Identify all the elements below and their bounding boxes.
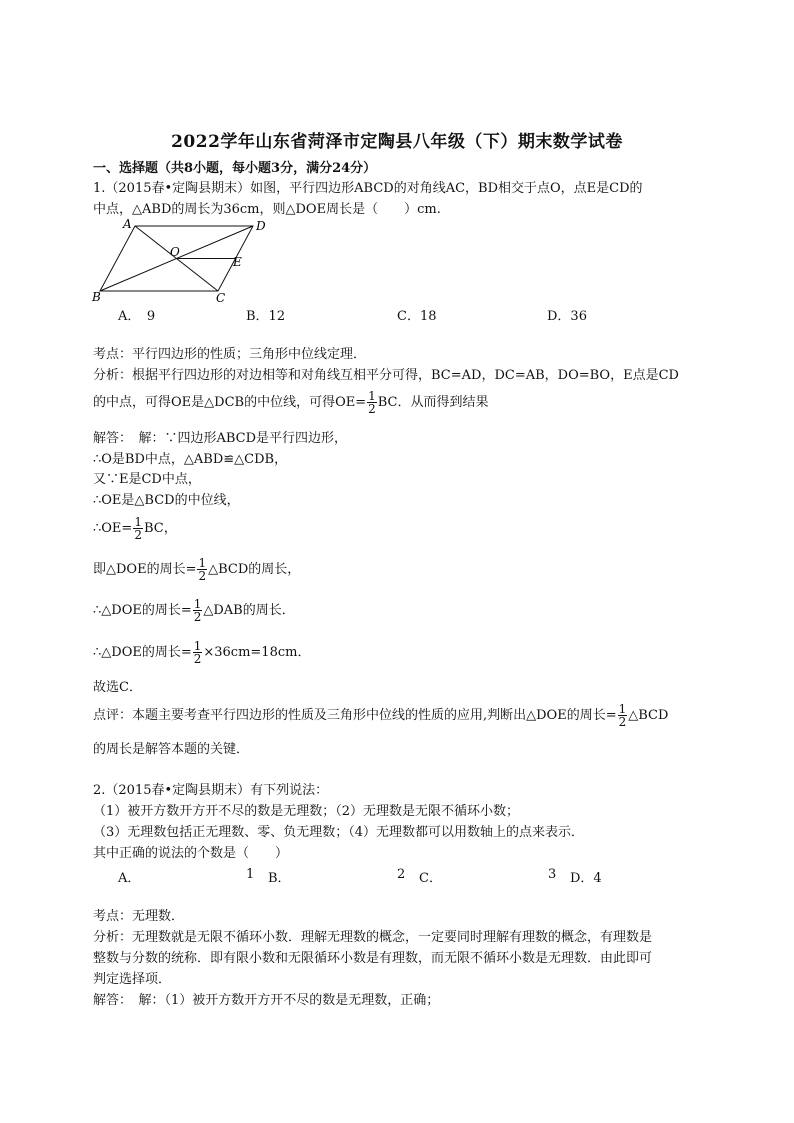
- q2-stem-line4: 其中正确的说法的个数是（ ）: [93, 846, 289, 861]
- fraction-half: $\frac{1}{2}$: [193, 639, 202, 666]
- q1-option-d: D．36: [547, 309, 587, 324]
- q2-kaodian: 考点：无理数．: [93, 909, 185, 924]
- q2-stem-line1: 2.（2015春•定陶县期末）有下列说法：: [93, 783, 329, 798]
- q1-option-a: A． 9: [118, 309, 156, 324]
- q1-stem-line1: 1.（2015春•定陶县期末）如图，平行四边形ABCD的对角线AC，BD相交于点O，点E是CD的: [93, 181, 643, 196]
- q2-option-b-value: 2: [397, 867, 406, 882]
- q2-fenxi-line3: 判定选择项．: [93, 972, 172, 987]
- label-d: D: [256, 219, 266, 233]
- page-title: 2022学年山东省菏泽市定陶县八年级（下）期末数学试卷: [171, 132, 623, 152]
- label-e: E: [233, 255, 242, 269]
- q1-stem-line2: 中点，△ABD的周长为36cm，则△DOE周长是（ ）cm.: [93, 202, 441, 217]
- q2-option-a-value: 1: [246, 867, 255, 882]
- q1-jieda-line6: 即△DOE的周长= $\frac{1}{2}$ △BCD的周长，: [93, 556, 301, 583]
- q1-option-c: C．18: [397, 309, 437, 324]
- q2-option-c: C．: [419, 871, 442, 886]
- q1-fenxi-line2: 的中点，可得OE是△DCB的中位线，可得OE= $\frac{1}{2}$ BC．从而得到结果: [93, 389, 489, 416]
- q2-fenxi-line2: 整数与分数的统称．即有限小数和无限循环小数是有理数，而无限不循环小数是无理数．由此即可: [93, 951, 653, 966]
- section-heading: 一、选择题（共8小题，每小题3分，满分24分）: [93, 161, 377, 176]
- q1-jieda-line2: ∴O是BD中点，△ABD≌△CDB，: [93, 452, 288, 467]
- q1-jieda-line3: 又∵E是CD中点，: [93, 472, 201, 487]
- q1-option-b: B．12: [246, 309, 286, 324]
- q2-option-b: B．: [268, 871, 291, 886]
- fraction-half: $\frac{1}{2}$: [193, 597, 202, 624]
- q2-stem-line2: （1）被开方数开方开不尽的数是无理数；（2）无理数是无限不循环小数；: [93, 804, 520, 819]
- label-c: C: [216, 291, 226, 305]
- q1-jieda-line5: ∴OE= $\frac{1}{2}$ BC，: [93, 515, 177, 542]
- q1-dianping-line1: 点评：本题主要考查平行四边形的性质及三角形中位线的性质的应用,判断出△DOE的周长= $\frac{1}{2}$ △BCD: [93, 702, 669, 729]
- q2-fenxi-line1: 分析：无理数就是无限不循环小数．理解无理数的概念，一定要同时理解有理数的概念，有理数是: [93, 930, 653, 945]
- fraction-half: $\frac{1}{2}$: [134, 515, 142, 542]
- q1-dianping-line2: 的周长是解答本题的关键．: [93, 742, 250, 757]
- fraction-half: $\frac{1}{2}$: [618, 702, 627, 729]
- q2-option-a: A．: [118, 871, 141, 886]
- q1-fenxi-line1: 分析：根据平行四边形的对边相等和对角线互相平分可得，BC=AD，DC=AB，DO=BO，E点是CD: [93, 368, 679, 383]
- parallelogram-figure: [90, 216, 270, 306]
- q1-kaodian: 考点：平行四边形的性质；三角形中位线定理．: [93, 347, 367, 362]
- q2-option-d: D．4: [570, 871, 602, 886]
- label-a: A: [123, 217, 132, 231]
- q2-jieda-line1: 解答： 解：（1）被开方数开方开不尽的数是无理数，正确；: [93, 993, 440, 1008]
- q1-jieda-line4: ∴OE是△BCD的中位线，: [93, 493, 240, 508]
- q1-jieda-line8: ∴△DOE的周长= $\frac{1}{2}$ ×36cm=18cm．: [93, 639, 311, 666]
- q1-answer: 故选C．: [93, 680, 142, 695]
- q2-stem-line3: （3）无理数包括正无理数、零、负无理数；（4）无理数都可以用数轴上的点来表示．: [93, 825, 585, 840]
- label-b: B: [92, 290, 101, 304]
- q2-option-c-value: 3: [548, 867, 557, 882]
- q1-jieda-line1: 解答： 解：∵四边形ABCD是平行四边形，: [93, 431, 348, 446]
- fraction-half: $\frac{1}{2}$: [368, 389, 376, 416]
- q1-jieda-line7: ∴△DOE的周长= $\frac{1}{2}$ △DAB的周长．: [93, 597, 295, 624]
- fraction-half: $\frac{1}{2}$: [198, 556, 207, 583]
- label-o: O: [170, 245, 180, 259]
